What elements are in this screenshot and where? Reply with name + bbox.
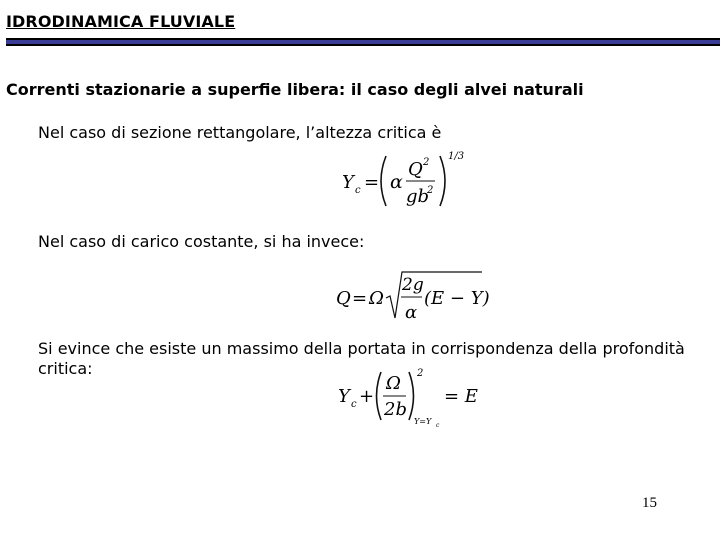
- page-number: 15: [642, 495, 657, 511]
- formula3-left-paren: [377, 372, 382, 420]
- formula1-alpha: α: [390, 171, 403, 193]
- formula3-den: 2b: [384, 399, 407, 420]
- formula3-eval-sub: Y=Y: [414, 417, 432, 426]
- formula2-paren-term: (E − Y): [424, 288, 490, 309]
- formula1-den: gb: [406, 186, 430, 207]
- formula3-plus: +: [359, 386, 375, 407]
- slide-subtitle: Correnti stazionarie a superfie libera: il caso degli alvei naturali: [6, 80, 584, 99]
- formula1-num: Q: [408, 159, 423, 180]
- formula2-num: 2g: [402, 275, 424, 295]
- formula-max-discharge: [334, 368, 494, 437]
- formula3-lhs-sub: c: [351, 399, 357, 410]
- formula-critical-depth-svg: [340, 150, 500, 212]
- paragraph-constant-head: Nel caso di carico costante, si ha invece:: [38, 232, 365, 251]
- formula2-lhs: Q: [336, 288, 351, 309]
- formula1-equals: =: [364, 172, 380, 193]
- formula2-omega: Ω: [369, 288, 384, 309]
- formula2-equals: =: [352, 288, 368, 309]
- formula1-outer-exp: 1/3: [448, 151, 465, 162]
- formula1-den-exp: 2: [427, 185, 434, 196]
- formula-constant-head: [334, 268, 494, 331]
- formula1-lhs: Y: [342, 172, 354, 193]
- formula-constant-head-svg: [334, 268, 494, 326]
- formula1-right-paren: [440, 156, 445, 206]
- formula3-eval-sub-c: c: [436, 422, 440, 429]
- formula3-num: Ω: [386, 373, 401, 394]
- formula3-exp: 2: [417, 368, 424, 379]
- formula-critical-depth: [340, 150, 500, 217]
- paragraph-maximum-discharge: Si evince che esiste un massimo della portata in corrispondenza della profondità critica:: [38, 339, 685, 378]
- formula3-lhs: Y: [338, 386, 350, 407]
- title-rule: [6, 38, 720, 46]
- formula1-left-paren: [381, 156, 386, 206]
- formula2-den: α: [405, 302, 418, 323]
- formula3-right-paren: [409, 372, 414, 420]
- formula-max-discharge-svg: [334, 368, 494, 432]
- slide-title: IDRODINAMICA FLUVIALE: [6, 12, 236, 31]
- formula1-num-exp: 2: [423, 157, 430, 168]
- paragraph-rectangular-section: Nel caso di sezione rettangolare, l’altezza critica è: [38, 123, 442, 142]
- formula3-equals-e: = E: [444, 386, 478, 407]
- formula1-lhs-sub: c: [355, 185, 361, 196]
